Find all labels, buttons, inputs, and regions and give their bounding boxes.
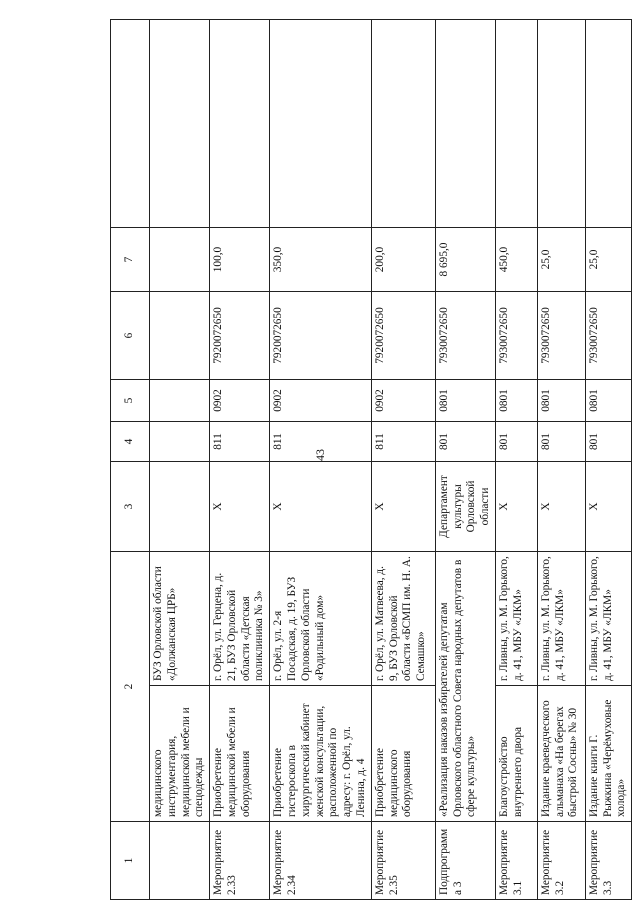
- cell-col7: 350,0: [270, 228, 371, 292]
- cell-col7: 25,0: [537, 228, 585, 292]
- page-number: 43: [313, 449, 327, 461]
- subprogram-row: [435, 20, 495, 900]
- cell-col4: 801: [435, 422, 495, 462]
- cell-col6: 7930072650: [585, 292, 631, 380]
- cell-spacer: [585, 20, 631, 228]
- cell-col5: 0801: [537, 380, 585, 422]
- cell-code: Мероприятие 2.33: [210, 822, 270, 900]
- cell-description: Издание книги Г. Рыжкина «Черёмуховые холода»: [585, 686, 631, 822]
- cell-executor: Х: [371, 462, 435, 552]
- cell-executor: Х: [495, 462, 537, 552]
- cell-col4: 811: [371, 422, 435, 462]
- cell-address: г. Орёл, ул. Матвеева, д. 9, БУЗ Орловской области «БСМП им. Н. А. Семашко»: [371, 552, 435, 686]
- rotated-table-page: [110, 20, 628, 900]
- cell-code: [150, 822, 210, 900]
- cell-spacer: [537, 20, 585, 228]
- cell-code: Мероприятие 2.35: [371, 822, 435, 900]
- cell-address: БУЗ Орловской области «Должанская ЦРБ»: [150, 552, 210, 686]
- table-row: [270, 20, 371, 900]
- table-row: [495, 20, 537, 900]
- header-cell-7: 7: [111, 228, 150, 292]
- cell-description: Благоустройство внутреннего двора: [495, 686, 537, 822]
- data-table: [110, 19, 632, 900]
- cell-executor: Х: [210, 462, 270, 552]
- cell-code: Мероприятие 3.2: [537, 822, 585, 900]
- header-spacer-cell: [111, 20, 150, 228]
- table-row: [585, 20, 631, 900]
- cell-spacer: [150, 20, 210, 228]
- cell-col4: [150, 422, 210, 462]
- cell-col5: 0902: [371, 380, 435, 422]
- cell-spacer: [371, 20, 435, 228]
- cell-executor: Департамент культуры Орловской области: [435, 462, 495, 552]
- cell-description: Приобретение медицинского оборудования: [371, 686, 435, 822]
- cell-address: г. Орёл, ул. 2-я Посадская, д. 19, БУЗ Орловской области «Родильный дом»: [270, 552, 371, 686]
- cell-col7: 25,0: [585, 228, 631, 292]
- cell-spacer: [210, 20, 270, 228]
- cell-col6: 7930072650: [537, 292, 585, 380]
- cell-col6: 7920072650: [371, 292, 435, 380]
- cell-col5: 0801: [585, 380, 631, 422]
- cell-col4: 801: [537, 422, 585, 462]
- cell-code: Мероприятие 3.3: [585, 822, 631, 900]
- subprogram-title: «Реализация наказов избирателей депутатам Орловского областного Совета народных депутатов в сфере культуры»: [435, 552, 495, 822]
- header-row: [111, 20, 150, 900]
- cell-col6: [150, 292, 210, 380]
- cell-col5: 0902: [270, 380, 371, 422]
- cell-col4: 801: [585, 422, 631, 462]
- header-cell-2: 2: [111, 552, 150, 822]
- cell-col6: 7920072650: [270, 292, 371, 380]
- cell-address: г. Ливны, ул. М. Горького, д. 41, МБУ «ЛКМ»: [537, 552, 585, 686]
- cell-code: Мероприятие 2.34: [270, 822, 371, 900]
- table-row: [150, 20, 210, 900]
- cell-col7: 200,0: [371, 228, 435, 292]
- cell-col5: [150, 380, 210, 422]
- table-row: [537, 20, 585, 900]
- cell-executor: Х: [270, 462, 371, 552]
- cell-col5: 0902: [210, 380, 270, 422]
- cell-description: медицинского инструментария, медицинской мебели и спецодежды: [150, 686, 210, 822]
- cell-col6: 7930072650: [435, 292, 495, 380]
- cell-description: Приобретение гистероскопа в хирургический кабинет женской консультации, расположенной по адресу: г. Орёл, ул. Ленина, д. 4: [270, 686, 371, 822]
- cell-col5: 0801: [435, 380, 495, 422]
- cell-col7: 100,0: [210, 228, 270, 292]
- cell-spacer: [435, 20, 495, 228]
- table-row: [371, 20, 435, 900]
- header-cell-1: 1: [111, 822, 150, 900]
- cell-col7: [150, 228, 210, 292]
- cell-address: г. Ливны, ул. М. Горького, д. 41, МБУ «ЛКМ»: [585, 552, 631, 686]
- cell-col4: 811: [210, 422, 270, 462]
- cell-code: Мероприятие 3.1: [495, 822, 537, 900]
- cell-col7: 8 695,0: [435, 228, 495, 292]
- cell-col4: 811: [270, 422, 371, 462]
- cell-executor: Х: [537, 462, 585, 552]
- cell-col7: 450,0: [495, 228, 537, 292]
- cell-col6: 7930072650: [495, 292, 537, 380]
- cell-address: г. Ливны, ул. М. Горького, д. 41, МБУ «ЛКМ»: [495, 552, 537, 686]
- cell-description: Издание краеведческого альманаха «На берегах быстрой Сосны» № 30: [537, 686, 585, 822]
- cell-code: Подпрограмма 3: [435, 822, 495, 900]
- header-cell-6: 6: [111, 292, 150, 380]
- cell-col5: 0801: [495, 380, 537, 422]
- cell-address: г. Орёл, ул. Герцена, д. 21, БУЗ Орловской области «Детская поликлиника № 3»: [210, 552, 270, 686]
- cell-description: Приобретение медицинской мебели и оборудования: [210, 686, 270, 822]
- table-row: [210, 20, 270, 900]
- cell-executor: [150, 462, 210, 552]
- header-cell-5: 5: [111, 380, 150, 422]
- header-cell-4: 4: [111, 422, 150, 462]
- cell-executor: Х: [585, 462, 631, 552]
- header-cell-3: 3: [111, 462, 150, 552]
- cell-spacer: [495, 20, 537, 228]
- cell-col4: 801: [495, 422, 537, 462]
- cell-col6: 7920072650: [210, 292, 270, 380]
- cell-spacer: [270, 20, 371, 228]
